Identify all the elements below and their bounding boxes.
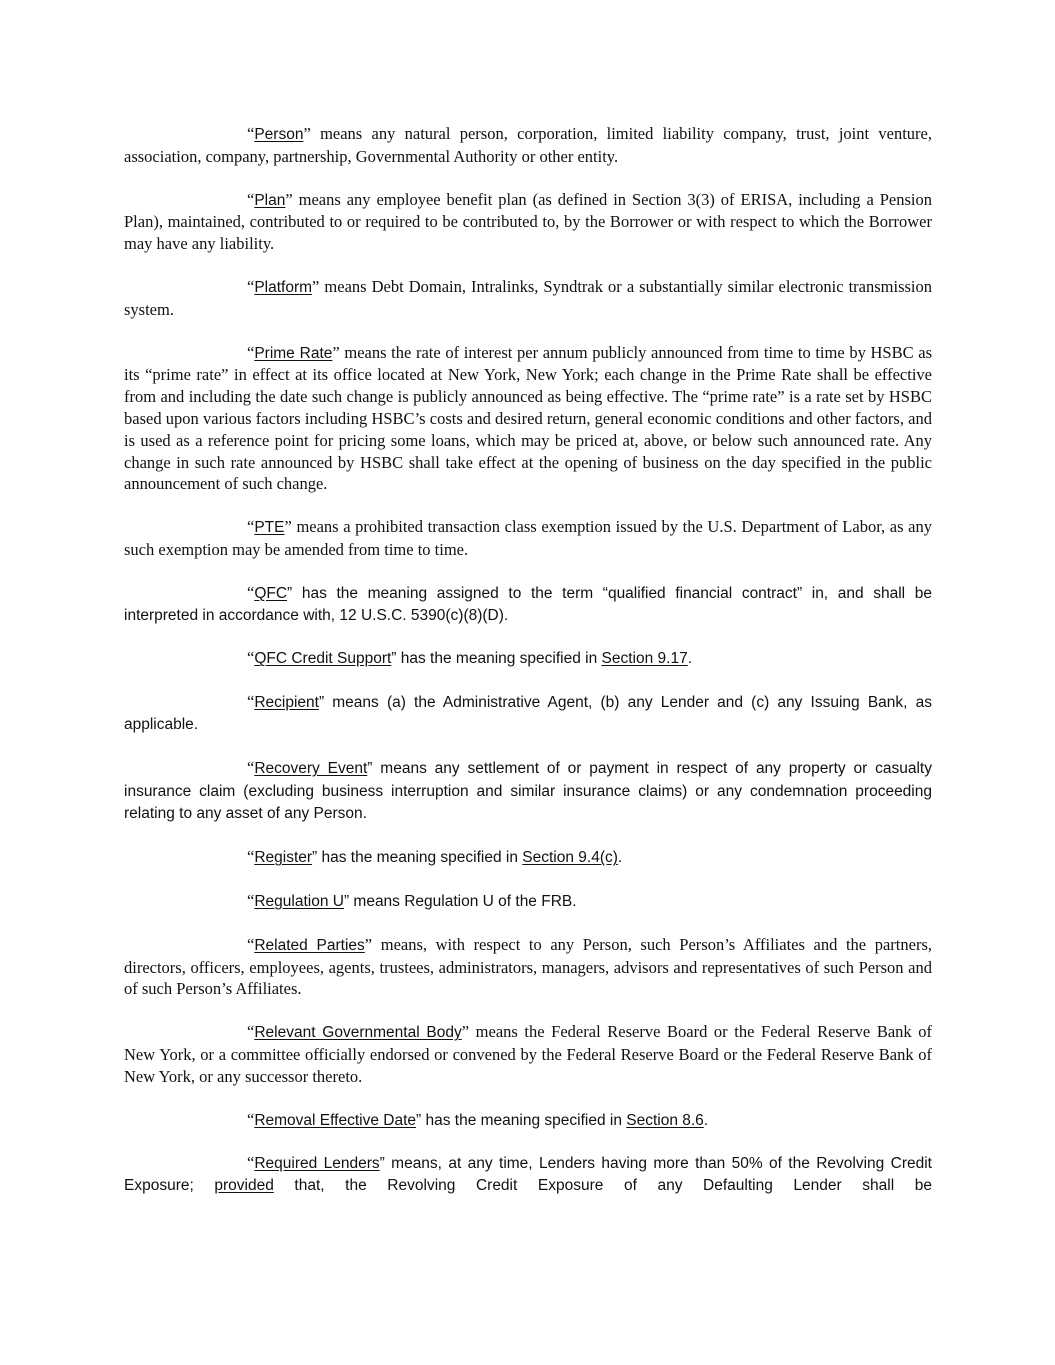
- definition-body: ” means (a) the Administrative Agent, (b) any Lender and (c) any Issuing Bank, as applicable.: [124, 694, 932, 733]
- term-required-lenders: Required Lenders: [254, 1155, 380, 1173]
- definition-body: ” has the meaning assigned to the term “qualified financial contract” in, and shall be interpreted in accordance with, 12 U.S.C. 5390(c)(8)(D).: [124, 584, 932, 624]
- definition-relevant-governmental-body: “Relevant Governmental Body” means the Federal Reserve Board or the Federal Reserve Bank of New York, or a committee officially endorsed or convened by the Federal Reserve Board or the Federal Reserve Bank of New York, or any successor thereto.: [124, 1022, 933, 1086]
- term-pte: PTE: [254, 519, 285, 537]
- term-plan: Plan: [254, 191, 286, 209]
- definition-body: ” has the meaning specified in: [391, 650, 602, 668]
- definition-body: ” means the rate of interest per annum publicly announced from time to time by HSBC as its “prime rate” in effect at its office located at New York, New York; each change in the Prime Rate shall be effective from and including the date such change is publicly announced as being effective. The “prime rate” is a rate set by HSBC based upon various factors including HSBC’s costs and desired return, general economic conditions and other factors, and is used as a reference point for pricing some loans, which may be priced at, above, or below such announced rate. Any change in such rate announced by HSBC shall take effect at the opening of business on the day specified in the public announcement of such change.: [124, 342, 932, 494]
- definition-body: ” means a prohibited transaction class exemption issued by the U.S. Department of Labor, as any such exemption may be amended from time to time.: [124, 517, 932, 559]
- term-related-parties: Related Parties: [254, 936, 365, 954]
- term-regulation-u: Regulation U: [254, 892, 344, 910]
- definition-removal-effective-date: “Removal Effective Date” has the meaning specified in Section 8.6.: [247, 1109, 709, 1129]
- section-reference-link: Section 9.17: [601, 650, 688, 668]
- definition-body: ” has the meaning specified in: [312, 849, 523, 867]
- term-recovery-event: Recovery Event: [254, 759, 368, 777]
- term-person: Person: [254, 126, 304, 143]
- definition-body: ” means Debt Domain, Intralinks, Syndtrak or a substantially similar electronic transmission system.: [124, 276, 932, 319]
- definition-body: ” means, at any time, Lenders having more than 50% of the Revolving Credit Exposure;: [124, 1155, 932, 1195]
- section-reference-link: Section 8.6: [626, 1111, 704, 1129]
- definition-required-lenders: “Required Lenders” means, at any time, Lenders having more than 50% of the Revolving Credit Exposure; provided that, the Revolving Credit Exposure of any Defaulting Lender shall be: [124, 1153, 932, 1195]
- definition-register: “Register” has the meaning specified in Section 9.4(c).: [247, 847, 623, 867]
- definition-body: ” means any natural person, corporation, limited liability company, trust, joint venture, association, company, partnership, Governmental Authority or other entity.: [124, 124, 932, 166]
- definition-body: ” means, with respect to any Person, such Person’s Affiliates and the partners, directors, officers, employees, agents, trustees, administrators, managers, advisors and representatives of such Person and of such Person’s Affiliates.: [124, 934, 932, 999]
- definition-qfc-credit-support: “QFC Credit Support” has the meaning specified in Section 9.17.: [247, 648, 693, 668]
- term-platform: Platform: [254, 278, 313, 296]
- term-removal-effective-date: Removal Effective Date: [254, 1111, 417, 1129]
- definition-plan: “Plan” means any employee benefit plan (as defined in Section 3(3) of ERISA, including a Pension Plan), maintained, contributed to or required to be contributed to, by the Borrower or with respect to which the Borrower may have any liability.: [124, 189, 932, 254]
- definition-recipient: “Recipient” means (a) the Administrative Agent, (b) any Lender and (c) any Issuing Bank, as applicable.: [124, 692, 932, 733]
- definition-body: ” means Regulation U of the FRB.: [343, 892, 577, 910]
- definition-body: ” has the meaning specified in: [416, 1111, 627, 1129]
- definition-qfc: “QFC” has the meaning assigned to the term “qualified financial contract” in, and shall be interpreted in accordance with, 12 U.S.C. 5390(c)(8)(D).: [124, 582, 932, 624]
- term-qfc: QFC: [254, 584, 288, 602]
- definition-pte: “PTE” means a prohibited transaction class exemption issued by the U.S. Department of Labor, as any such exemption may be amended from time to time.: [124, 517, 932, 559]
- provided-emphasis: provided: [214, 1177, 274, 1195]
- term-register: Register: [254, 849, 313, 867]
- definition-person: “Person” means any natural person, corporation, limited liability company, trust, joint venture, association, company, partnership, Governmental Authority or other entity.: [124, 124, 932, 166]
- definition-body: ” means the Federal Reserve Board or the Federal Reserve Bank of New York, or a committee officially endorsed or convened by the Federal Reserve Board or the Federal Reserve Bank of New York, or any successor thereto.: [124, 1022, 933, 1086]
- document-page: [124, 123, 932, 1218]
- term-recipient: Recipient: [254, 694, 319, 712]
- term-relevant-governmental-body: Relevant Governmental Body: [254, 1024, 462, 1042]
- definition-related-parties: “Related Parties” means, with respect to any Person, such Person’s Affiliates and the partners, directors, officers, employees, agents, trustees, administrators, managers, advisors and representatives of such Person and of such Person’s Affiliates.: [124, 934, 932, 999]
- term-prime-rate: Prime Rate: [254, 344, 333, 362]
- definition-platform: “Platform” means Debt Domain, Intralinks, Syndtrak or a substantially similar electronic transmission system.: [124, 276, 932, 319]
- definition-prime-rate: “Prime Rate” means the rate of interest per annum publicly announced from time to time by HSBC as its “prime rate” in effect at its office located at New York, New York; each change in the Prime Rate shall be effective from and including the date such change is publicly announced as being effective. The “prime rate” is a rate set by HSBC based upon various factors including HSBC’s costs and desired return, general economic conditions and other factors, and is used as a reference point for pricing some loans, which may be priced at, above, or below such announced rate. Any change in such rate announced by HSBC shall take effect at the opening of business on the day specified in the public announcement of such change.: [124, 342, 932, 494]
- definition-regulation-u: “Regulation U” means Regulation U of the FRB.: [247, 890, 577, 910]
- term-qfc-credit-support: QFC Credit Support: [254, 650, 392, 668]
- section-reference-link: Section 9.4(c): [522, 849, 618, 867]
- definition-recovery-event: “Recovery Event” means any settlement of or payment in respect of any property or casualty insurance claim (excluding business interruption and similar insurance claims) or any condemnation proceeding relating to any asset of any Person.: [124, 757, 932, 823]
- definition-body: ” means any employee benefit plan (as defined in Section 3(3) of ERISA, including a Pension Plan), maintained, contributed to or required to be contributed to, by the Borrower or with respect to which the Borrower may have any liability.: [124, 189, 932, 254]
- definition-body: ” means any settlement of or payment in respect of any property or casualty insurance claim (excluding business interruption and similar insurance claims) or any condemnation proceeding relating to any asset of any Person.: [124, 759, 932, 823]
